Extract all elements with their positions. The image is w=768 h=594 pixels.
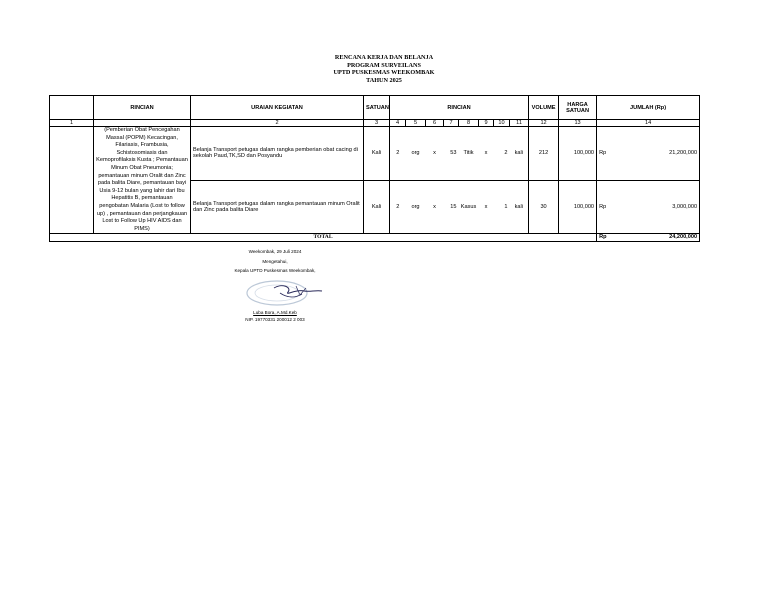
qty2-cell: 53 bbox=[444, 127, 459, 181]
header-uraian: URAIAN KEGIATAN bbox=[191, 96, 364, 120]
header-row bbox=[50, 96, 700, 120]
header-blank bbox=[50, 96, 94, 120]
title-line: PROGRAM SURVEILANS bbox=[347, 61, 421, 69]
col-number: 7 bbox=[444, 120, 459, 127]
qty1-cell: 2 bbox=[390, 180, 406, 234]
document-title-block bbox=[0, 54, 768, 84]
volume-cell: 212 bbox=[529, 127, 559, 181]
col-number: 10 bbox=[494, 120, 510, 127]
uraian-cell: Belanja Transport petugas dalam rangka pemantauan minum Oralit dan Zinc pada balita Diare bbox=[191, 180, 364, 234]
column-number-row bbox=[50, 120, 700, 127]
qty3-cell: 2 bbox=[494, 127, 510, 181]
rincian-description: (Pemberian Obat Pencegahan Massal (POPM) Kecacingan, Filariasis, Frambusia, Schistosomiasis dan Kemoprofilaksis Kusta ; Pemantauan Minum Obat Pneumonia; pemantauan minum Oralit dan Zinc pada balita Diare, pemantauan bayi Usia 9-12 bulan yang lahir dari Ibu Hepatitis B, pemantauan pengobatan Malaria (Lost to follow up) , pemantauan dan perjangkauan Lost to Follow Up HIV AIDS dan PIMS) bbox=[94, 127, 191, 234]
position-label: Kepala UPTD Puskesmas Weekombak, bbox=[234, 268, 316, 273]
total-rp: Rp bbox=[597, 234, 613, 242]
title-line: UPTD PUSKESMAS WEEKOMBAK bbox=[333, 69, 435, 77]
col-number: 13 bbox=[559, 120, 597, 127]
header-volume: VOLUME bbox=[529, 96, 559, 120]
total-label: TOTAL bbox=[50, 234, 597, 242]
header-satuan: SATUAN bbox=[364, 96, 390, 120]
signature-block bbox=[205, 247, 345, 276]
jumlah-cell: 21,200,000 bbox=[613, 127, 700, 181]
unit2-cell: Titik bbox=[459, 127, 479, 181]
title-line: TAHUN 2025 bbox=[366, 76, 402, 84]
signature-stamp-image bbox=[244, 279, 328, 309]
rp-cell: Rp bbox=[597, 127, 613, 181]
col-number: 1 bbox=[50, 120, 94, 127]
signer-nip: NIP. 19770331 200012 2 003 bbox=[245, 316, 305, 322]
title-line: RENCANA KERJA DAN BELANJA bbox=[334, 54, 434, 61]
volume-cell: 30 bbox=[529, 180, 559, 234]
unit2-cell: Kasus bbox=[459, 180, 479, 234]
x2-cell: x bbox=[479, 180, 494, 234]
unit3-cell: kali bbox=[510, 180, 529, 234]
col-number: 6 bbox=[426, 120, 444, 127]
col-number: 3 bbox=[364, 120, 390, 127]
signer-block bbox=[205, 310, 345, 323]
place-date: Weekombak, 29 Juli 2024 bbox=[248, 249, 302, 254]
uraian-cell: Belanja Transport petugas dalam rangka pemberian obat cacing di sekolah Paud,TK,SD dan Posyandu bbox=[191, 127, 364, 181]
x1-cell: x bbox=[426, 180, 444, 234]
signer-name: Luba Bora, A.Md.Keb bbox=[253, 310, 297, 315]
table-row bbox=[50, 127, 700, 181]
harga-cell: 100,000 bbox=[559, 127, 597, 181]
col-number: 12 bbox=[529, 120, 559, 127]
satuan-cell: Kali bbox=[364, 180, 390, 234]
col-number: 14 bbox=[597, 120, 700, 127]
rp-cell: Rp bbox=[597, 180, 613, 234]
col-number-blank bbox=[94, 120, 191, 127]
col-number: 4 bbox=[390, 120, 406, 127]
x1-cell: x bbox=[426, 127, 444, 181]
qty1-cell: 2 bbox=[390, 127, 406, 181]
total-value: 24,200,000 bbox=[613, 234, 700, 242]
total-row bbox=[50, 234, 700, 242]
col-number: 9 bbox=[479, 120, 494, 127]
col-number: 11 bbox=[510, 120, 529, 127]
known-label: Mengetahui, bbox=[262, 258, 288, 264]
satuan-cell: Kali bbox=[364, 127, 390, 181]
header-rincian-detail: RINCIAN bbox=[390, 96, 529, 120]
qty2-cell: 15 bbox=[444, 180, 459, 234]
unit3-cell: kali bbox=[510, 127, 529, 181]
header-harga-satuan: HARGA SATUAN bbox=[559, 96, 597, 120]
row-blank bbox=[50, 127, 94, 234]
qty3-cell: 1 bbox=[494, 180, 510, 234]
col-number: 2 bbox=[191, 120, 364, 127]
harga-cell: 100,000 bbox=[559, 180, 597, 234]
x2-cell: x bbox=[479, 127, 494, 181]
jumlah-cell: 3,000,000 bbox=[613, 180, 700, 234]
unit1-cell: org bbox=[406, 127, 426, 181]
col-number: 5 bbox=[406, 120, 426, 127]
budget-table bbox=[49, 95, 700, 242]
unit1-cell: org bbox=[406, 180, 426, 234]
header-jumlah: JUMLAH (Rp) bbox=[597, 96, 700, 120]
header-rincian: RINCIAN bbox=[94, 96, 191, 120]
col-number: 8 bbox=[459, 120, 479, 127]
